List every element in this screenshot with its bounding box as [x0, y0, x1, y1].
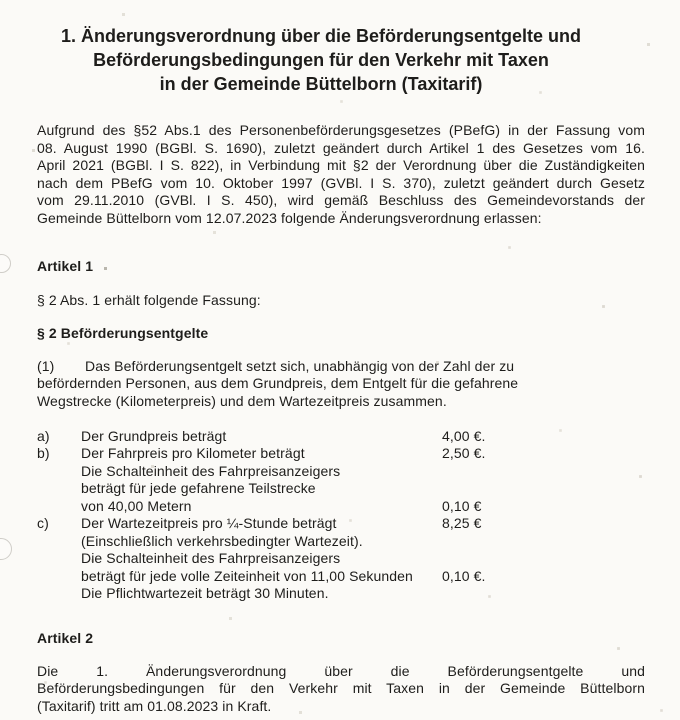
preamble-line: 08. August 1990 (BGBl. S. 1690), zuletzt geändert durch Artikel 1 des Gesetzes vom 16. [37, 139, 645, 156]
article-2-line: Die 1. Änderungsverordnung über die Beförderungsentgelte und [37, 662, 645, 679]
item-marker: b) [37, 445, 50, 461]
tariff-row [37, 515, 645, 533]
article-2-heading: Artikel 2 [37, 629, 94, 646]
clause-1-line: Wegstrecke (Kilometerpreis) und dem Wartezeitpreis zusammen. [37, 392, 447, 409]
amendment-sentence: § 2 Abs. 1 erhält folgende Fassung: [37, 291, 261, 308]
article-2-line: Beförderungsbedingungen für den Verkehr mit Taxen in der Gemeinde Büttelborn [37, 680, 645, 696]
tariff-row [37, 550, 645, 568]
clause-1-marker: (1) [37, 357, 55, 374]
item-marker [37, 463, 81, 481]
item-text: Der Grundpreis beträgt [81, 427, 227, 444]
item-text: Der Wartezeitpreis pro ¼-Stunde beträgt [81, 515, 337, 531]
item-text: beträgt für jede gefahrene Teilstrecke [81, 480, 316, 496]
preamble-line: April 2021 (BGBl. I S. 822), in Verbindung mit §2 der Verordnung über die Zuständigkeiten [37, 157, 645, 173]
tariff-row [37, 445, 645, 463]
preamble-line: Gemeinde Büttelborn vom 12.07.2023 folgende Änderungsverordnung erlassen: [37, 209, 542, 226]
item-price [442, 463, 645, 481]
title-line: 1. Änderungsverordnung über die Beförderungsentgelte und [60, 26, 582, 46]
item-text: beträgt für jede volle Zeiteinheit von 11,00 Sekunden [81, 567, 413, 584]
item-price: 4,00 €. [442, 427, 486, 444]
item-price [442, 480, 645, 498]
preamble-paragraph [37, 122, 645, 227]
article-2-line: (Taxitarif) tritt am 01.08.2023 in Kraft. [37, 697, 272, 714]
item-price: 0,10 € [442, 497, 482, 514]
title-line: in der Gemeinde Büttelborn (Taxitarif) [159, 74, 483, 94]
tariff-row [37, 585, 645, 603]
tariff-row [37, 480, 645, 498]
item-text: Die Schalteinheit des Fahrpreisanzeigers [81, 462, 341, 479]
clause-1-line [37, 358, 645, 376]
item-text: Die Pflichtwartezeit beträgt 30 Minuten. [81, 585, 329, 601]
clause-1-text: Das Beförderungsentgelt setzt sich, unabhängig von der Zahl der zu [85, 357, 515, 374]
item-price [442, 533, 645, 551]
item-text: von 40,00 Metern [81, 497, 192, 514]
document-title [17, 24, 625, 96]
tariff-row [37, 533, 645, 551]
item-price: 0,10 €. [442, 567, 486, 584]
article-2-paragraph [37, 663, 645, 716]
item-marker [37, 568, 81, 586]
item-marker [37, 533, 81, 551]
preamble-line: nach dem PBefG vom 10. Oktober 1997 (GVBl. I S. 370), zuletzt geändert durch Gesetz [37, 174, 645, 191]
tariff-row [37, 568, 645, 586]
item-marker [37, 498, 81, 516]
item-marker [37, 585, 81, 603]
item-price: 8,25 € [442, 515, 482, 531]
item-text: Der Fahrpreis pro Kilometer beträgt [81, 445, 305, 461]
section-2-heading: § 2 Beförderungsentgelte [37, 324, 209, 341]
item-marker [37, 550, 81, 568]
item-marker [37, 480, 81, 498]
preamble-line: Aufgrund des §52 Abs.1 des Personenbeförderungsgesetzes (PBefG) in der Fassung vom [37, 122, 645, 138]
item-price: 2,50 €. [442, 445, 486, 461]
tariff-row [37, 463, 645, 481]
clause-1-line: befördernden Personen, aus dem Grundpreis, dem Entgelt für die gefahrene [37, 375, 519, 391]
item-text: (Einschließlich verkehrsbedingter Wartezeit). [81, 532, 363, 549]
title-line: Beförderungsbedingungen für den Verkehr mit Taxen [93, 50, 549, 70]
item-price [442, 585, 645, 603]
tariff-list [37, 428, 645, 603]
item-marker: c) [37, 515, 49, 531]
item-marker: a) [37, 427, 50, 444]
scan-specks [0, 0, 1, 1]
document-content [0, 24, 680, 715]
tariff-row [37, 428, 645, 446]
tariff-row [37, 498, 645, 516]
article-1-heading: Artikel 1 [37, 258, 94, 274]
item-text: Die Schalteinheit des Fahrpreisanzeigers [81, 550, 341, 566]
clause-1-paragraph [37, 358, 645, 411]
item-price [442, 550, 645, 568]
preamble-line: vom 29.11.2010 (GVBl. I S. 450), wird gemäß Beschluss des Gemeindevorstands der [37, 192, 645, 208]
